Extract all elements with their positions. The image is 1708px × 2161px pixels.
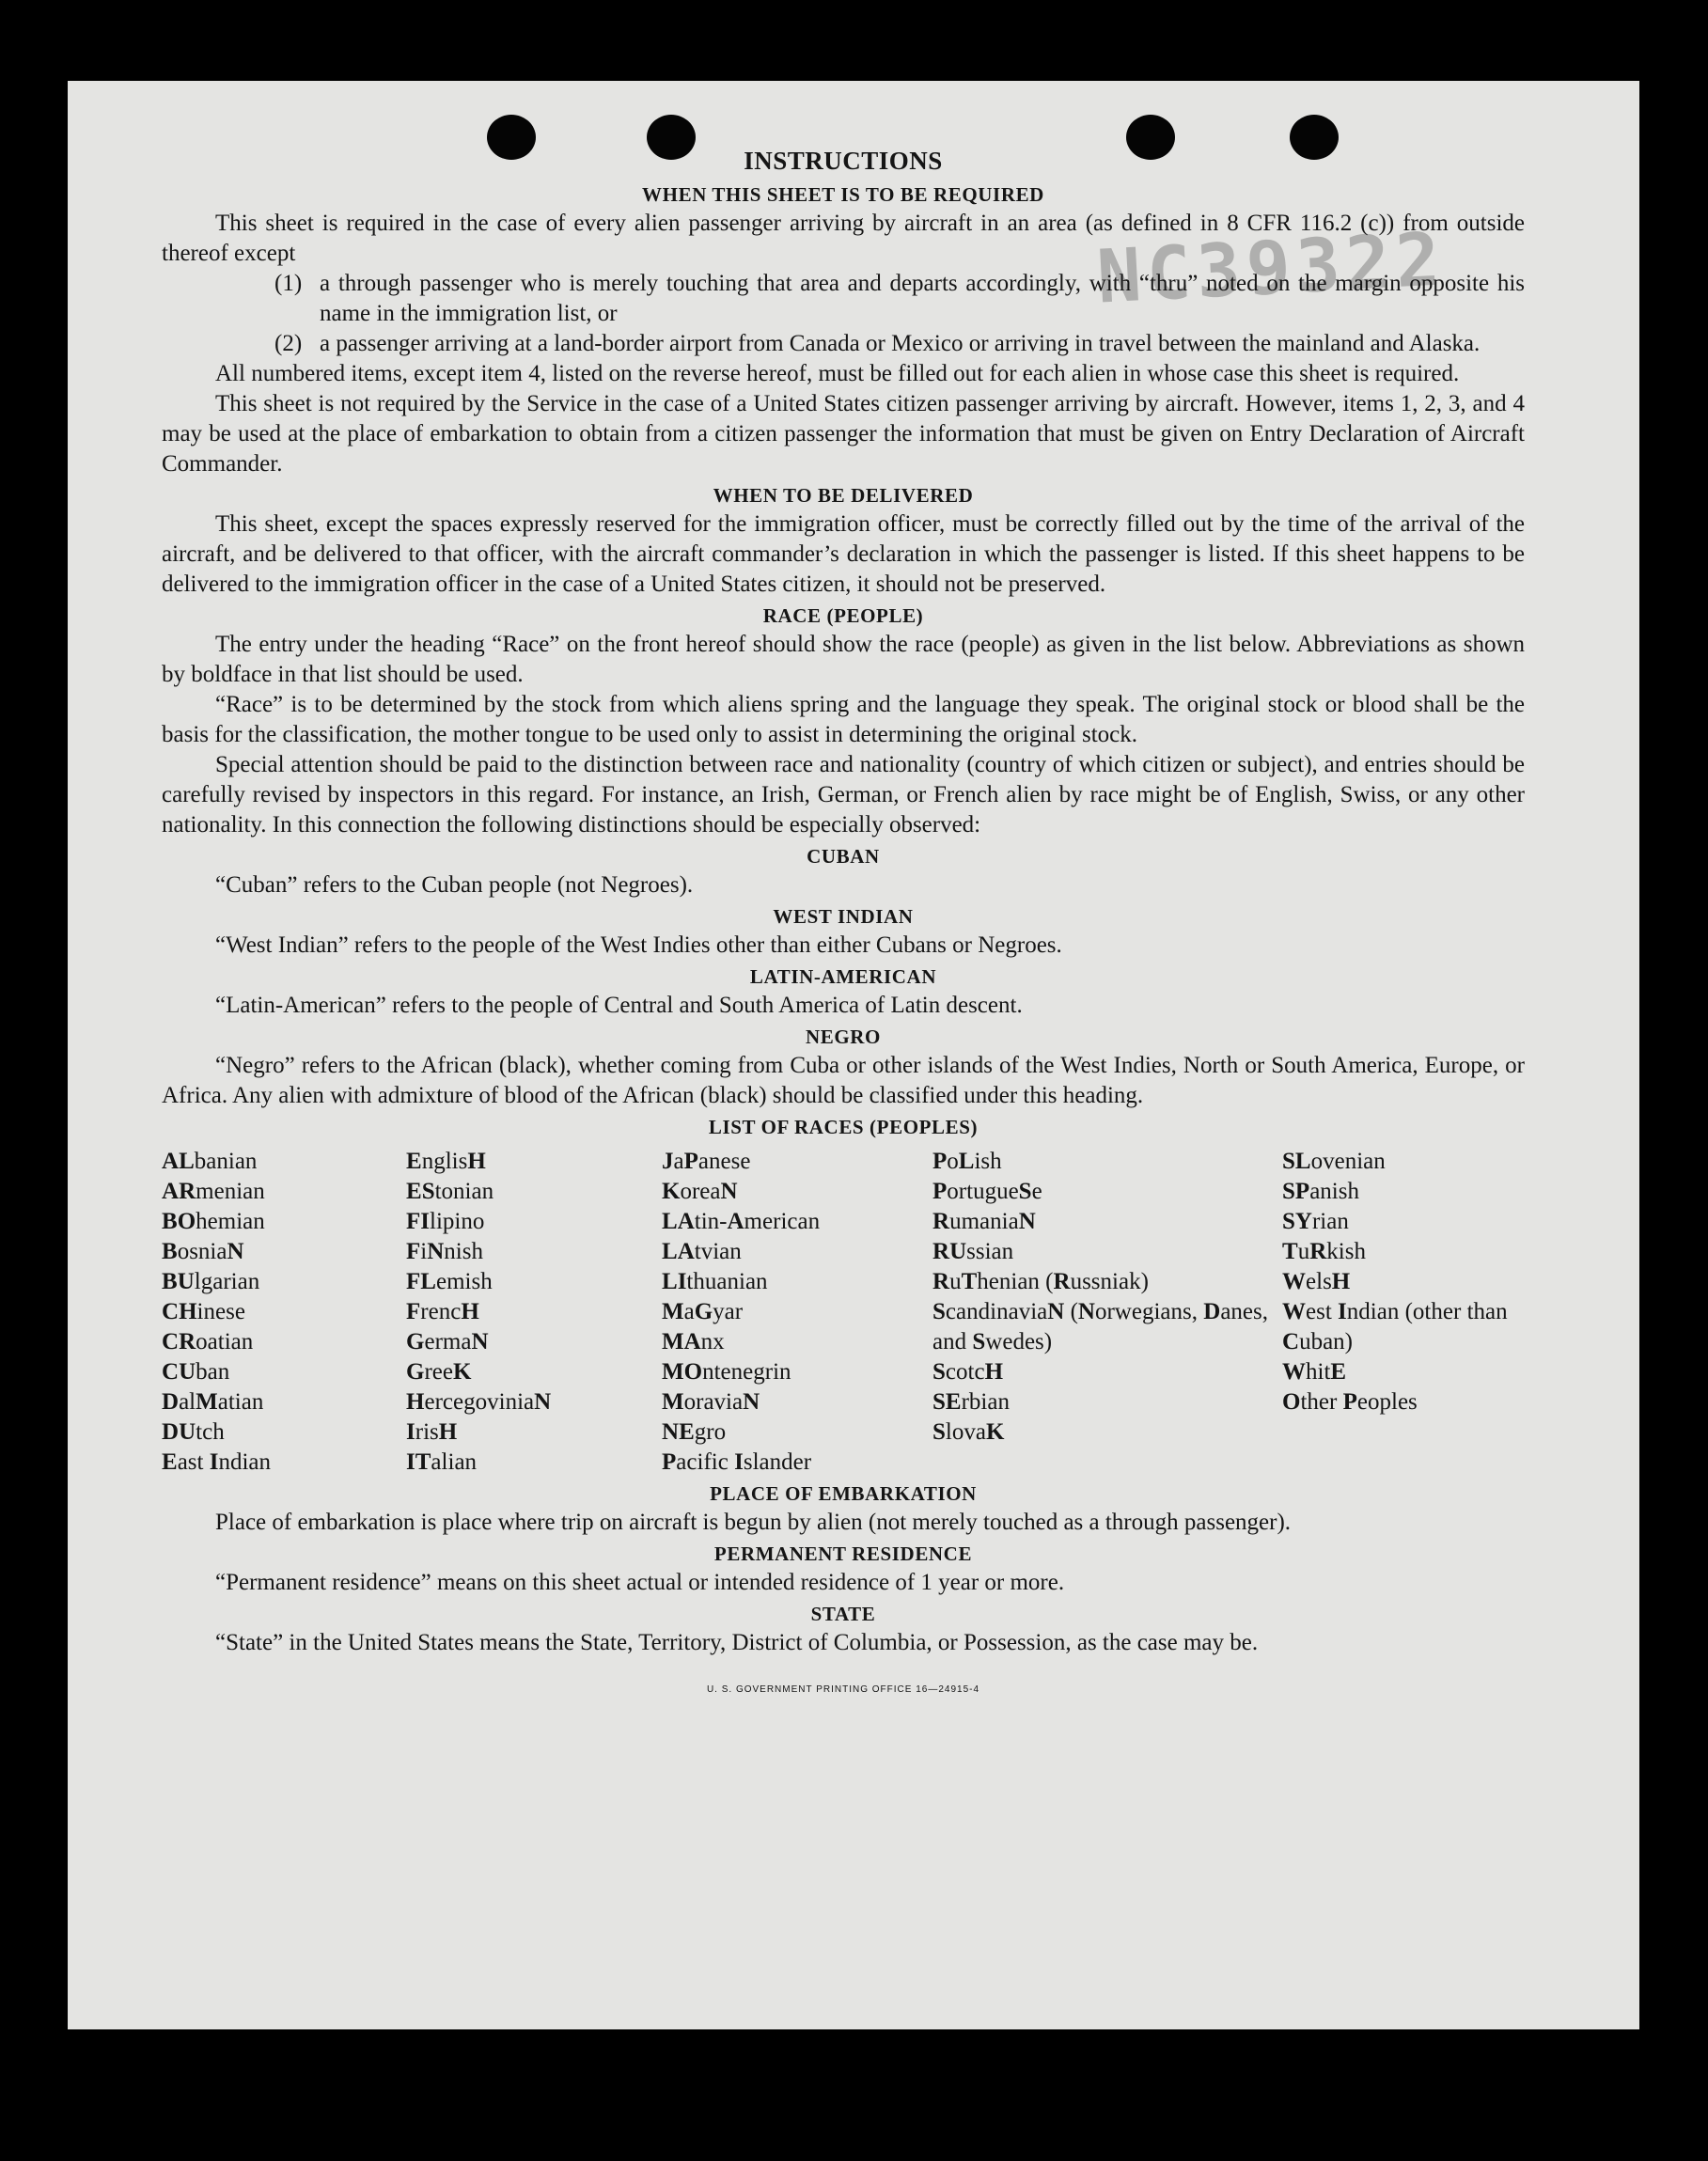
race-entry: WelsH bbox=[1282, 1269, 1351, 1294]
race-entry: BOhemian bbox=[162, 1209, 265, 1234]
printing-office-footer: U. S. GOVERNMENT PRINTING OFFICE 16—24915-4 bbox=[706, 1684, 980, 1695]
section-heading: WHEN TO BE DELIVERED bbox=[713, 484, 974, 507]
race-entry: FIlipino bbox=[406, 1209, 485, 1234]
race-entry: FLemish bbox=[406, 1269, 493, 1294]
race-entry: PoLish bbox=[932, 1149, 1002, 1174]
race-entry: MoraviaN bbox=[662, 1389, 760, 1415]
section-heading: CUBAN bbox=[807, 845, 880, 868]
race-entry: EnglisH bbox=[406, 1149, 486, 1174]
race-entry: RuThenian (Russniak) bbox=[932, 1269, 1149, 1294]
race-entry: SlovaK bbox=[932, 1419, 1005, 1445]
section-heading: WHEN THIS SHEET IS TO BE REQUIRED bbox=[642, 183, 1044, 206]
document-page bbox=[68, 81, 1639, 2029]
race-entry: SYrian bbox=[1282, 1209, 1349, 1234]
race-column bbox=[662, 1147, 932, 1478]
race-entry: WhitE bbox=[1282, 1359, 1347, 1385]
race-entry: GermaN bbox=[406, 1329, 489, 1355]
race-entry: MaGyar bbox=[662, 1299, 744, 1324]
item-text: a through passenger who is merely touching that area and departs accordingly, with “thru” noted on the margin opposite his name in the immigration list, or bbox=[320, 271, 1525, 326]
race-column bbox=[406, 1147, 662, 1478]
race-entry: EStonian bbox=[406, 1179, 494, 1204]
race-entry: SPanish bbox=[1282, 1179, 1359, 1204]
page-title: INSTRUCTIONS bbox=[744, 147, 943, 175]
paragraph: This sheet is required in the case of every alien passenger arriving by aircraft in an area (as defined in 8 CFR 116.2 (c)) from outside thereof except bbox=[162, 211, 1525, 266]
race-entry: Pacific Islander bbox=[662, 1449, 812, 1475]
race-entry: East Indian bbox=[162, 1449, 272, 1475]
race-entry: LAtvian bbox=[662, 1239, 742, 1264]
race-entry: DalMatian bbox=[162, 1389, 264, 1415]
race-entry: LIthuanian bbox=[662, 1269, 768, 1294]
section-heading: PERMANENT RESIDENCE bbox=[713, 1542, 973, 1565]
race-column bbox=[162, 1147, 406, 1478]
race-entry: ARmenian bbox=[162, 1179, 265, 1204]
race-entry: FrencH bbox=[406, 1299, 479, 1324]
race-entry: MOntenegrin bbox=[662, 1359, 791, 1385]
race-entry: West Indian (other than Cuban) bbox=[1282, 1299, 1508, 1355]
paragraph: All numbered items, except item 4, listed on the reverse hereof, must be filled out for each alien in whose case this sheet is required. bbox=[215, 361, 1460, 386]
race-entry: ALbanian bbox=[162, 1149, 258, 1174]
race-entry: DUtch bbox=[162, 1419, 225, 1445]
race-entry: KoreaN bbox=[662, 1179, 738, 1204]
item-text: a passenger arriving at a land-border airport from Canada or Mexico or arriving in travel between the mainland and Alaska. bbox=[320, 331, 1481, 356]
section-heading: WEST INDIAN bbox=[773, 905, 914, 928]
race-entry: BUlgarian bbox=[162, 1269, 260, 1294]
paragraph: Special attention should be paid to the distinction between race and nationality (country of which citizen or subject), and entries should be carefully revised by inspectors in this regard. For instance, an Irish, German, or French alien by race might be of English, Swiss, or any other nationality. In this connection the following distinctions should be especially observed: bbox=[162, 752, 1525, 838]
paragraph: “Latin-American” refers to the people of Central and South America of Latin descent. bbox=[215, 993, 1023, 1018]
race-entry: IrisH bbox=[406, 1419, 458, 1445]
race-entry: ScandinaviaN (Norwegians, Danes, and Swedes) bbox=[932, 1299, 1269, 1355]
paragraph: “State” in the United States means the State, Territory, District of Columbia, or Possession, as the case may be. bbox=[215, 1630, 1259, 1655]
race-entry: SErbian bbox=[932, 1389, 1010, 1415]
race-entry: JaPanese bbox=[662, 1149, 751, 1174]
section-heading: STATE bbox=[810, 1603, 876, 1625]
race-entry: SLovenian bbox=[1282, 1149, 1386, 1174]
race-entry: GreeK bbox=[406, 1359, 472, 1385]
race-entry: CRoatian bbox=[162, 1329, 254, 1355]
paragraph: “West Indian” refers to the people of the West Indies other than either Cubans or Negroes. bbox=[215, 932, 1062, 958]
race-entry: CUban bbox=[162, 1359, 230, 1385]
instructions-content bbox=[162, 143, 1525, 1705]
section-heading: LIST OF RACES (PEOPLES) bbox=[708, 1116, 979, 1138]
race-entry: LAtin-American bbox=[662, 1209, 821, 1234]
paragraph: This sheet is not required by the Service in the case of a United States citizen passenger arriving by aircraft. However, items 1, 2, 3, and 4 may be used at the place of embarkation to obtain from a citizen passenger the information that must be given on Entry Declaration of Aircraft Commander. bbox=[162, 391, 1525, 477]
paragraph: “Permanent residence” means on this sheet actual or intended residence of 1 year or more. bbox=[215, 1570, 1065, 1595]
race-entry: ScotcH bbox=[932, 1359, 1004, 1385]
section-heading: PLACE OF EMBARKATION bbox=[710, 1482, 977, 1505]
race-column bbox=[932, 1147, 1282, 1478]
race-entry: RUssian bbox=[932, 1239, 1014, 1264]
item-number: (1) bbox=[274, 271, 303, 296]
paragraph: “Race” is to be determined by the stock from which aliens spring and the language they speak. The original stock or blood shall be the basis for the classification, the mother tongue to be used only to assist in determining the original stock. bbox=[162, 692, 1525, 747]
race-list bbox=[162, 1147, 1525, 1478]
race-entry: MAnx bbox=[662, 1329, 725, 1355]
paragraph: Place of embarkation is place where trip on aircraft is begun by alien (not merely touched as a through passenger). bbox=[215, 1510, 1292, 1535]
race-entry: PortugueSe bbox=[932, 1179, 1042, 1204]
race-entry: TuRkish bbox=[1282, 1239, 1366, 1264]
race-entry: HercegoviniaN bbox=[406, 1389, 552, 1415]
race-entry: CHinese bbox=[162, 1299, 245, 1324]
race-entry: Other Peoples bbox=[1282, 1389, 1418, 1415]
race-column bbox=[1282, 1147, 1525, 1478]
bleed-through-stamp: NC39322 bbox=[1094, 217, 1448, 321]
section-heading: NEGRO bbox=[805, 1026, 881, 1048]
section-heading: LATIN-AMERICAN bbox=[749, 965, 937, 988]
race-entry: BosniaN bbox=[162, 1239, 244, 1264]
paragraph: This sheet, except the spaces expressly reserved for the immigration officer, must be correctly filled out by the time of the arrival of the aircraft, and be delivered to that officer, with the aircraft commander’s declaration in which the passenger is listed. If this sheet happens to be delivered to the immigration officer in the case of a United States citizen, it should not be preserved. bbox=[162, 511, 1525, 597]
race-entry: FiNnish bbox=[406, 1239, 483, 1264]
list-item bbox=[274, 269, 1525, 329]
paragraph: “Cuban” refers to the Cuban people (not Negroes). bbox=[215, 872, 694, 898]
race-entry: NEgro bbox=[662, 1419, 727, 1445]
race-entry: RumaniaN bbox=[932, 1209, 1036, 1234]
item-number: (2) bbox=[274, 331, 303, 356]
list-item bbox=[274, 329, 1525, 359]
paragraph: The entry under the heading “Race” on the front hereof should show the race (people) as given in the list below. Abbreviations as shown by boldface in that list should be used. bbox=[162, 632, 1525, 687]
section-heading: RACE (PEOPLE) bbox=[762, 604, 924, 627]
race-entry: ITalian bbox=[406, 1449, 478, 1475]
paragraph: “Negro” refers to the African (black), whether coming from Cuba or other islands of the West Indies, North or South America, Europe, or Africa. Any alien with admixture of blood of the African (black) should be classified under this heading. bbox=[162, 1053, 1525, 1108]
